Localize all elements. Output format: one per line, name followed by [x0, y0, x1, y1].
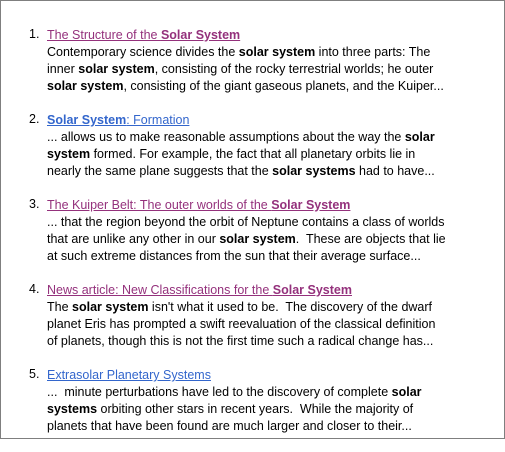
snippet-highlight: solar system — [219, 232, 296, 246]
title-text: : Formation — [126, 113, 190, 127]
snippet-line — [47, 384, 499, 401]
snippet-text: that are unlike any other in our — [47, 232, 220, 246]
result-number: 3. — [29, 197, 40, 211]
snippet-text: ... that the region beyond the orbit of Neptune contains a class of worlds — [47, 215, 445, 229]
snippet-line — [47, 333, 499, 350]
result-title-link[interactable] — [47, 197, 499, 214]
snippet-text: . These are objects that lie — [295, 232, 446, 246]
snippet-highlight: solar system — [47, 79, 124, 93]
snippet-text: of planets, though this is not the first time such a radical change has... — [47, 334, 434, 348]
snippet-text: , consisting of the rocky terrestrial worlds; he outer — [154, 62, 434, 76]
snippet-text: formed. For example, the fact that all planetary orbits lie in — [90, 147, 416, 161]
snippet-line — [47, 61, 499, 78]
search-result — [29, 367, 499, 435]
result-snippet — [47, 44, 499, 95]
search-result — [29, 27, 499, 95]
title-highlight: Solar System — [160, 28, 241, 42]
snippet-text: isn't what it used to be. The discovery of the dwarf — [148, 300, 433, 314]
result-number: 4. — [29, 282, 40, 296]
snippet-line — [47, 316, 499, 333]
snippet-line — [47, 248, 499, 265]
result-title-link[interactable] — [47, 282, 499, 299]
snippet-text: into three parts: The — [315, 45, 431, 59]
result-title-link[interactable] — [47, 367, 499, 384]
snippet-line — [47, 78, 499, 95]
snippet-line — [47, 146, 499, 163]
snippet-highlight: solar — [391, 385, 422, 399]
snippet-text: Contemporary science divides the — [47, 45, 239, 59]
title-text: The Kuiper Belt: The outer worlds of the — [47, 198, 272, 212]
snippet-highlight: solar system — [238, 45, 316, 59]
snippet-highlight: solar — [404, 130, 435, 144]
result-title-link[interactable] — [47, 112, 499, 129]
result-snippet — [47, 214, 499, 265]
snippet-text: planet Eris has prompted a swift reevaluation of the classical definition — [47, 317, 436, 331]
snippet-line — [47, 214, 499, 231]
title-highlight: Solar System — [271, 198, 351, 212]
snippet-text: , consisting of the giant gaseous planets, and the Kuiper... — [123, 79, 444, 93]
snippet-highlight: solar system — [78, 62, 155, 76]
snippet-text: nearly the same plane suggests that the — [47, 164, 273, 178]
snippet-line — [47, 231, 499, 248]
snippet-text: orbiting other stars in recent years. While the majority of — [97, 402, 414, 416]
title-text: Extrasolar Planetary Systems — [47, 368, 211, 382]
title-highlight: Solar System — [272, 283, 352, 297]
snippet-line — [47, 44, 499, 61]
snippet-line — [47, 401, 499, 418]
title-highlight: Solar System — [47, 113, 127, 127]
search-result — [29, 197, 499, 265]
result-title-link[interactable] — [47, 27, 499, 44]
search-result — [29, 282, 499, 350]
snippet-text: at such extreme distances from the sun that their average surface... — [47, 249, 421, 263]
snippet-text: The — [47, 300, 73, 314]
snippet-text: ... minute perturbations have led to the discovery of complete — [47, 385, 392, 399]
snippet-highlight: solar systems — [272, 164, 356, 178]
search-result — [29, 112, 499, 180]
title-text: The Structure of the — [47, 28, 161, 42]
snippet-line — [47, 163, 499, 180]
search-results-list — [29, 27, 499, 452]
result-number: 2. — [29, 112, 40, 126]
result-number: 1. — [29, 27, 40, 41]
title-text: News article: New Classifications for the — [47, 283, 273, 297]
result-snippet — [47, 384, 499, 435]
result-snippet — [47, 299, 499, 350]
snippet-line — [47, 418, 499, 435]
result-snippet — [47, 129, 499, 180]
snippet-line — [47, 299, 499, 316]
snippet-text: inner — [47, 62, 79, 76]
snippet-text: ... allows us to make reasonable assumptions about the way the — [47, 130, 405, 144]
snippet-text: planets that have been found are much larger and closer to their... — [47, 419, 412, 433]
snippet-highlight: solar system — [72, 300, 149, 314]
result-number: 5. — [29, 367, 40, 381]
snippet-highlight: systems — [47, 402, 98, 416]
snippet-highlight: system — [47, 147, 91, 161]
snippet-line — [47, 129, 499, 146]
snippet-text: had to have... — [355, 164, 435, 178]
